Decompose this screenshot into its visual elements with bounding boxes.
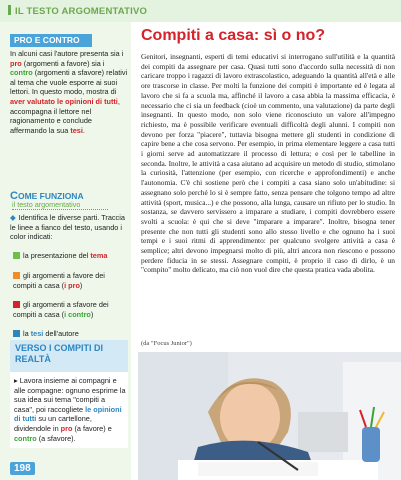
- pro-contro-text-run: contro: [10, 68, 33, 78]
- swatch-red: [13, 301, 20, 308]
- legend-text-run: tesi: [30, 329, 44, 338]
- pro-contro-text-run: (argomenti a favore) sia i: [21, 58, 105, 68]
- swatch-green: [13, 252, 20, 259]
- versi-text-run: contro: [14, 433, 37, 443]
- page-number: 198: [10, 462, 35, 475]
- come-funziona-subtitle: il testo argomentativo: [12, 200, 81, 209]
- section-tag: IL TESTO ARGOMENTATIVO: [8, 5, 147, 17]
- versi-text-run: (a sfavore).: [36, 433, 76, 443]
- swatch-orange: [13, 272, 20, 279]
- come-funziona-title: COME FUNZIONA: [10, 190, 84, 202]
- pro-contro-text-run: aver valutato le opinioni di tutti: [10, 96, 118, 106]
- versi-text-run: pro: [60, 423, 73, 433]
- legend-text-run: tema: [90, 251, 108, 260]
- legend-text-run: la presentazione del: [23, 251, 91, 260]
- bullet-icon: ◆: [10, 213, 16, 222]
- legend-item-tema: [13, 251, 128, 261]
- pro-contro-text-run: .: [82, 125, 85, 135]
- versi-text-run: ▸ Lavora insieme ai compagni e alle compagne: ognuno esprime la sua idea sui tema "compiti a casa", poi raccogliete: [14, 376, 126, 414]
- pro-contro-text-run: pro: [10, 58, 22, 68]
- legend-text-run: gli argomenti a favore dei compiti a casa (: [13, 271, 105, 290]
- legend-text-run: ): [79, 280, 83, 290]
- pro-contro-text-run: (argomenti a sfavore) relativi al tema che vuole esporre ai suoi lettori. In questo modo, mostra di: [10, 68, 128, 97]
- legend-text-run: dell'autore: [43, 329, 79, 338]
- legend-text-run: gli argomenti a sfavore dei compiti a casa (: [13, 300, 109, 319]
- pro-contro-text-run: tesi: [70, 125, 83, 135]
- versi-title: VERSO I COMPITI DI REALTÀ: [10, 340, 128, 372]
- come-funziona-instruction: ◆ Identifica le diverse parti. Traccia le linee a fianco del testo, usando i color indicati:: [10, 213, 125, 242]
- source-credit: (da "Focus Junior"): [141, 340, 192, 347]
- section-bar: [8, 5, 11, 15]
- versi-text-run: le opinioni di tutti: [14, 404, 122, 424]
- boy-doing-homework-photo: [138, 352, 401, 480]
- legend-item-contro: [13, 300, 128, 319]
- pro-contro-text: [10, 49, 128, 135]
- versi-text: [14, 376, 126, 443]
- legend-text-run: i pro: [64, 280, 80, 290]
- swatch-blue: [13, 330, 20, 337]
- pro-contro-title: PRO E CONTRO: [10, 34, 92, 47]
- versi-text-run: su un cartellone, dividendole in: [14, 414, 92, 433]
- legend-item-tesi: [13, 329, 128, 339]
- article-body: Genitori, insegnanti, esperti di temi educativi si interrogano sull'utilità e la quantità dei compiti da assegnare per casa. Quasi tutti sono d'accordo sulla necessità di non caricare troppo i ragazzi di lavoro extrascolastico, adeguando la quantità all'età e alle ore trascorse in classe. Per molti la funzione dei compiti è importante ed è legata al lavoro che si fa a scuola ma, affinché il lavoro a casa abbia la massima efficacia, è necessario che ci sia un feedback (cioè un commento, una valutazione) da parte degli insegnanti. In questo modo, non solo viene riconosciuto un valore all'impegno richiesto, ma è possibile verificare eventuali difficoltà degli alunni. I compiti non devono per forza "piacere", tuttavia bisogna mettere gli studenti in condizione di capire bene a che cosa servono. Per esempio, in prima elementare leggere a casa tutti i giorni serve ad automatizzare il processo di lettura; e così per le tabelline in seconda. Inoltre, le attività a casa aiutano ad acquisire un metodo di studio, stimolano la curiosità, l'attenzione (per esempio, con ricerche e approfondimenti) e anche l'autonomia. C'è chi sostiene però che i compiti a casa siano solo un'abitudine: si assegnano solo perché lo si è sempre fatto, senza pensare che tolgono tempo ad altre attività (sport, musica...) e che possono, alla lunga, causare un rifiuto per lo studio. In sostanza, se davvero servissero a imparare a studiare, i compiti dovrebbero essere svolti a scuola: è qui che si deve "imparare a imparare". Inoltre, bisogna tener presente che non tutti gli studenti sono allo stesso livello e che ognuno ha i suoi tempi e i suoi ritmi di apprendimento: per qualcuno svolgere attività a casa è semplice; altri devono impegnarsi molto di più, altri ancora non riescono e possono perdere fiducia in se stessi. Assegnare compiti, è proprio il caso di dirlo, è un "compito" molto delicato, ma ciò non vuol dire che questa pratica vada abolita.: [141, 52, 395, 275]
- versi-text-run: (a favore) e: [72, 423, 112, 433]
- pro-contro-text-run: In alcuni casi l'autore presenta sia i: [10, 49, 124, 58]
- legend-text-run: ): [90, 309, 94, 319]
- legend-text-run: la: [23, 329, 31, 338]
- photo-illustration: [138, 352, 401, 480]
- pro-contro-text-run: , accompagna il lettore nel ragionamento e conclude affermando la sua: [10, 96, 120, 135]
- dotted-divider: [12, 209, 108, 210]
- page-title: Compiti a casa: sì o no?: [141, 27, 326, 44]
- legend-text-run: i contro: [64, 309, 91, 319]
- legend-item-pro: [13, 271, 128, 290]
